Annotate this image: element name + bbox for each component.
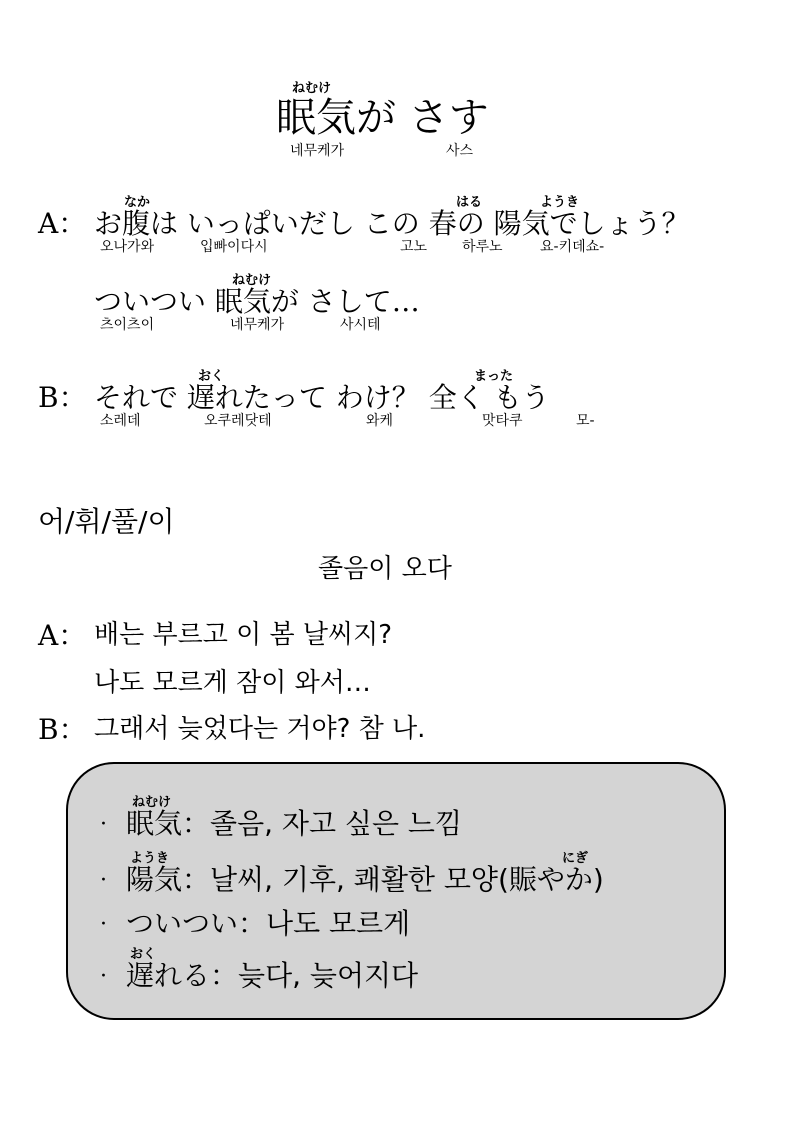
pron-a1-2: 입빠이다시 <box>200 239 268 255</box>
vocab-4-word: 遅れる <box>126 959 211 992</box>
ruby-youki: ようき <box>540 195 580 210</box>
translation-b1: 그래서 늦었다는 거야? 참 나. <box>94 714 426 744</box>
vocab-1-meaning: ：졸음, 자고 싶은 느낌 <box>182 807 463 840</box>
dialogue-a1-text: お腹は いっぱいだし この 春の 陽気でしょう？ <box>94 207 690 240</box>
title-pron-2: 사스 <box>446 143 474 159</box>
vocab-2-ruby: ようき <box>130 851 170 866</box>
title-kanji: 眠気 <box>276 95 356 141</box>
speaker-b-label: B： <box>38 381 87 414</box>
ruby-haru: はる <box>456 195 483 210</box>
vocab-3-word: ついつい <box>126 907 239 940</box>
vocab-item-2 <box>126 863 604 896</box>
vocab-3-meaning: ：나도 모르게 <box>238 907 411 940</box>
translation-a2: 나도 모르게 잠이 와서… <box>94 668 371 698</box>
pron-a1-1: 오나가와 <box>100 239 155 255</box>
vocab-4-meaning: ：늦다, 늦어지다 <box>210 959 419 992</box>
vocab-2-word: 陽気 <box>126 863 183 896</box>
pron-b1-3: 와케 <box>366 413 394 429</box>
pron-b1-1: 소레데 <box>100 413 141 429</box>
ruby-matta: まった <box>474 369 514 384</box>
vocab-2-meaning: ：날씨, 기후, 쾌활한 모양( <box>182 863 509 896</box>
vocab-item-3 <box>126 907 411 940</box>
translation-a-label: A： <box>38 619 87 652</box>
vocab-item-4 <box>126 959 419 992</box>
vocab-3-bullet: · <box>100 912 107 937</box>
pron-a1-5: 요-키데쇼- <box>540 239 605 255</box>
dialogue-b1-text: それで 遅れたって わけ？ 全く もう <box>94 381 550 414</box>
pron-a2-3: 사시테 <box>340 317 381 333</box>
vocab-item-1 <box>126 807 463 840</box>
vocab-4-bullet: · <box>100 964 107 989</box>
translation-a1: 배는 부르고 이 봄 날씨지? <box>94 620 393 650</box>
title-pron-1: 네무케가 <box>290 143 345 159</box>
vocab-1-word: 眠気 <box>126 807 183 840</box>
vocab-2-word2: 賑やか <box>508 863 593 896</box>
ruby-naka: なか <box>124 195 151 210</box>
pron-b1-5: 모- <box>576 413 595 429</box>
dialogue-a2-text: ついつい 眠気が さして… <box>94 285 420 318</box>
pron-a1-4: 하루노 <box>462 239 503 255</box>
translation-b-label: B： <box>38 713 87 746</box>
vocab-1-bullet: · <box>100 812 107 837</box>
vocab-2-bullet: · <box>100 868 107 893</box>
page-title <box>276 95 489 141</box>
vocab-heading: 어/휘/풀/이 <box>38 505 175 538</box>
pron-b1-2: 오쿠레닷테 <box>204 413 272 429</box>
title-rest: が さす <box>356 95 489 141</box>
translation-title: 졸음이 오다 <box>318 554 452 584</box>
pron-a2-1: 츠이츠이 <box>100 317 155 333</box>
vocab-2-ruby2: にぎ <box>562 851 589 866</box>
vocab-1-ruby: ねむけ <box>132 795 172 810</box>
title-ruby: ねむけ <box>292 81 332 96</box>
pron-a2-2: 네무케가 <box>230 317 285 333</box>
vocab-2-end: ) <box>592 863 604 896</box>
ruby-nemuke-2: ねむけ <box>232 273 272 288</box>
pron-a1-3: 고노 <box>400 239 428 255</box>
ruby-oku: おく <box>198 369 225 384</box>
pron-b1-4: 맛타쿠 <box>482 413 523 429</box>
vocab-4-ruby: おく <box>130 947 157 962</box>
speaker-a-label: A： <box>38 207 87 240</box>
